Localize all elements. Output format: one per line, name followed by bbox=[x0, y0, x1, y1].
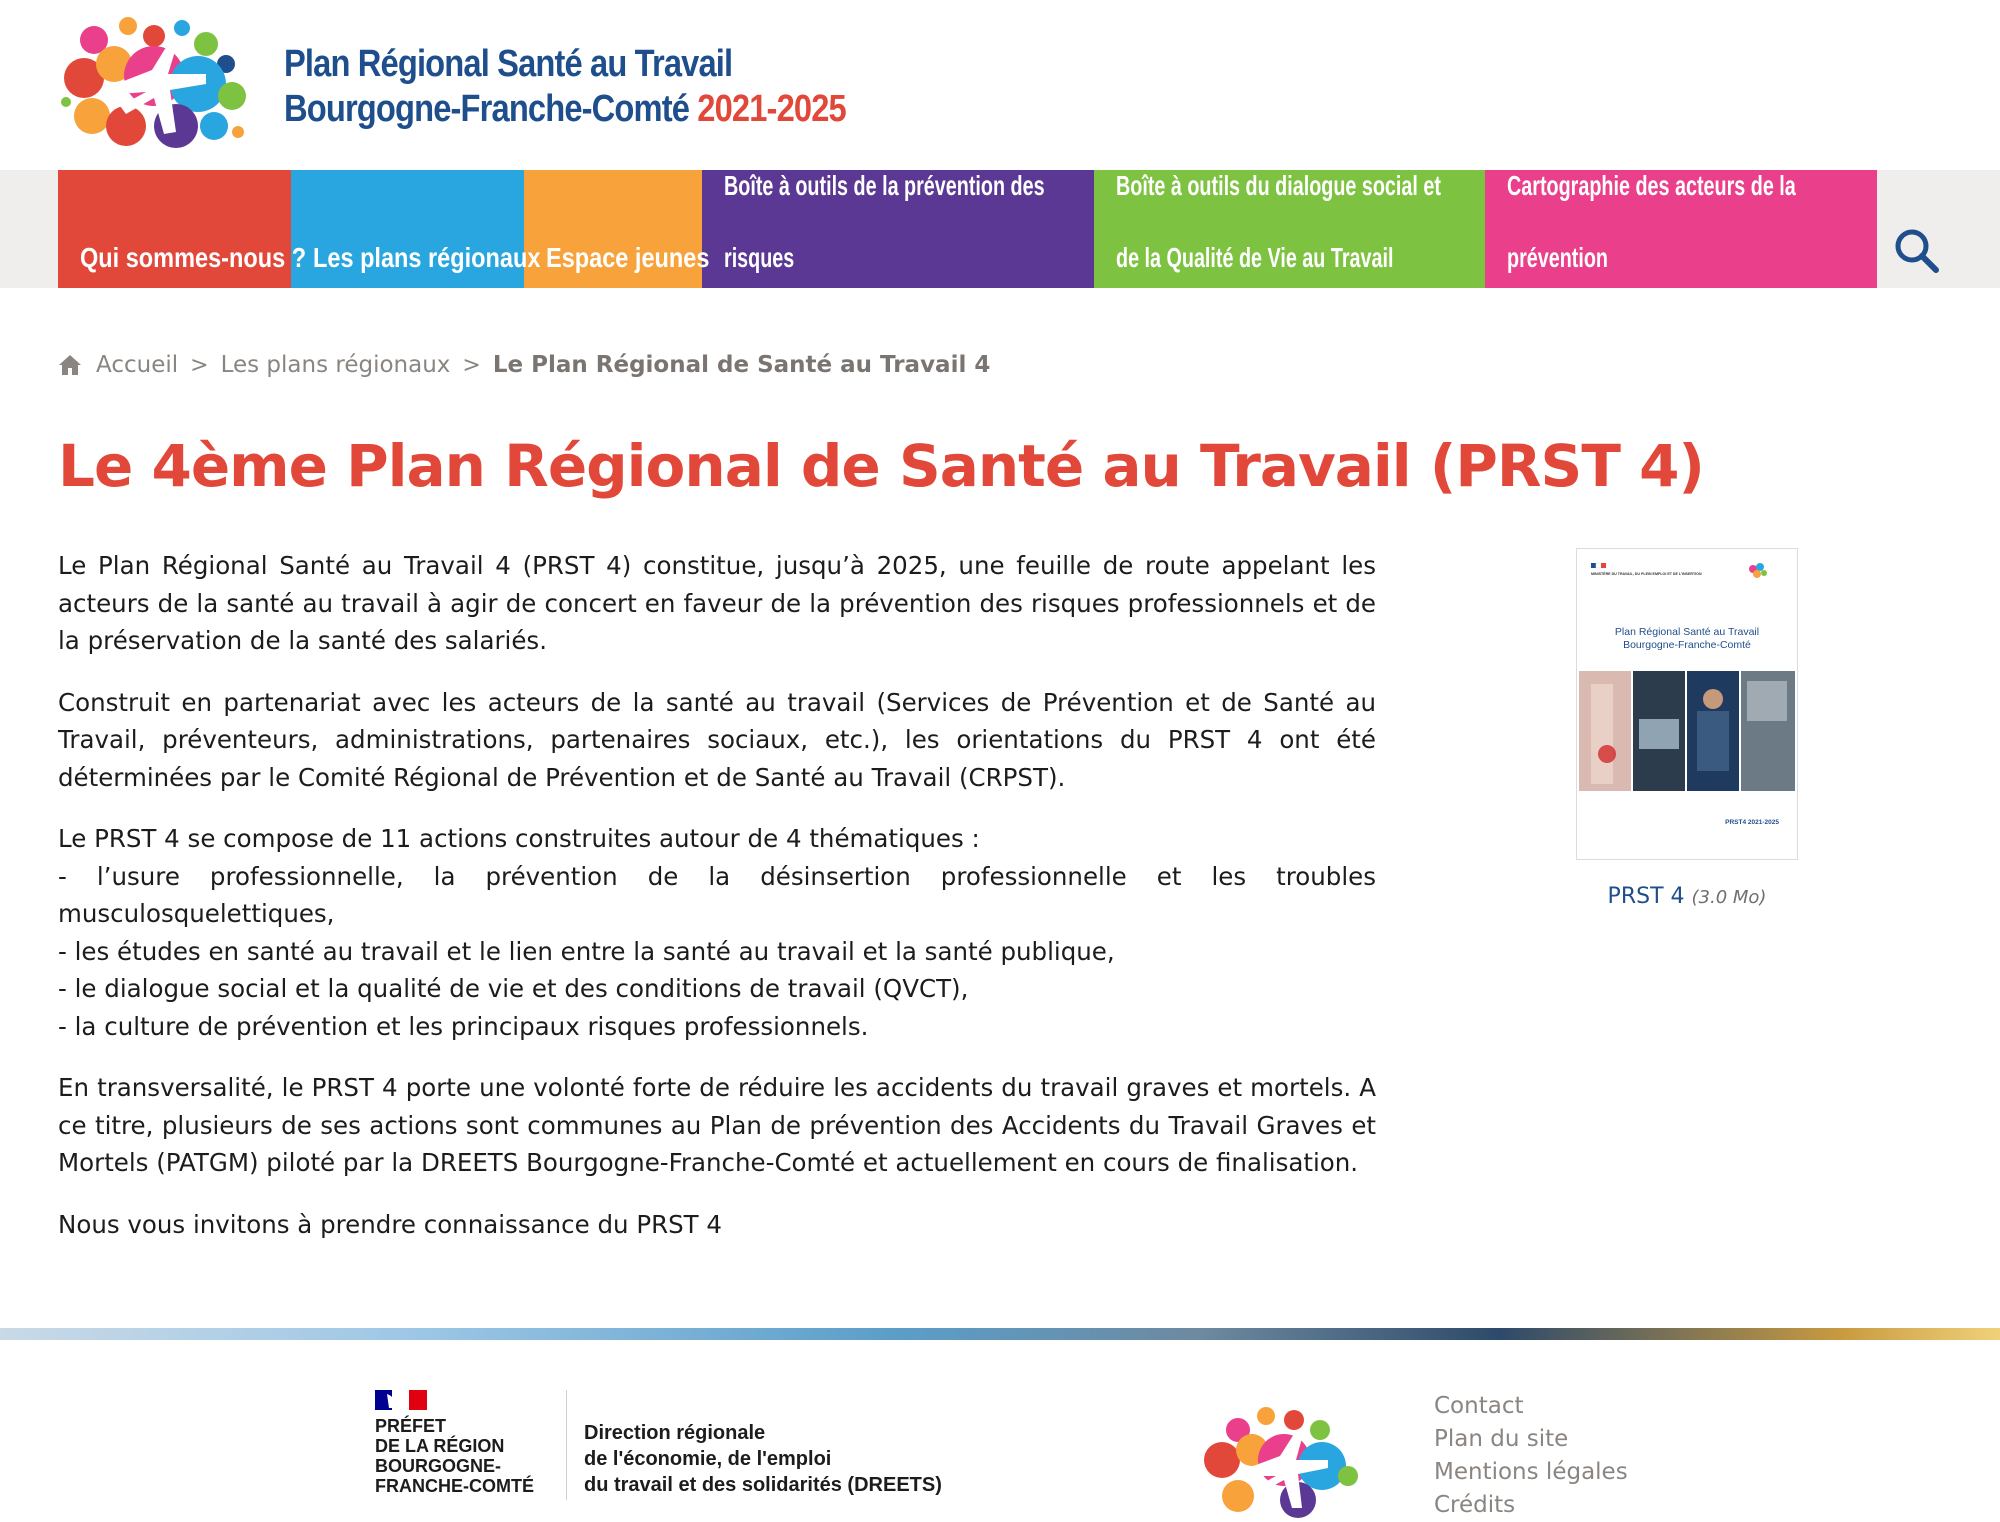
thematic-item: - les études en santé au travail et le lien entre la santé au travail et la santé publique, bbox=[58, 936, 1115, 966]
main-content bbox=[58, 547, 1376, 1267]
footer-link-plan-du-site[interactable]: Plan du site bbox=[1434, 1426, 1569, 1452]
prst-logo-icon[interactable] bbox=[56, 14, 248, 156]
breadcrumb-plans-regionaux[interactable]: Les plans régionaux bbox=[220, 352, 451, 378]
breadcrumb bbox=[58, 352, 990, 378]
prst-footer-logo-icon[interactable] bbox=[1198, 1400, 1358, 1510]
paragraph-partnership: Construit en partenariat avec les acteurs de la santé au travail (Services de Prévention et de Santé au Travail, préventeurs, administrations, partenaires sociaux, etc.), les orientations du PRST 4 ont été déterminées par le Comité Régional de Prévention et de Santé au Travail (CRPST). bbox=[58, 687, 1376, 792]
document-size: (3.0 Mo) bbox=[1691, 887, 1767, 908]
footer-link-credits[interactable]: Crédits bbox=[1434, 1492, 1516, 1518]
dreets-label: Direction régionale de l'économie, de l'emploi du travail et des solidarités (DREETS) bbox=[584, 1422, 942, 1496]
search-icon[interactable] bbox=[1892, 226, 1940, 274]
prst4-download-link[interactable]: PRST 4 bbox=[1607, 884, 1685, 909]
marianne-flag-icon bbox=[375, 1390, 427, 1410]
page-title: Le 4ème Plan Régional de Santé au Travail (PRST 4) bbox=[58, 432, 1704, 500]
site-title-line1: Plan Régional Santé au Travail bbox=[284, 43, 733, 85]
footer-links bbox=[1434, 1390, 1628, 1522]
thematic-item: - le dialogue social et la qualité de vie et des conditions de travail (QVCT), bbox=[58, 974, 969, 1003]
thematics-intro: Le PRST 4 se compose de 11 actions construites autour de 4 thématiques : bbox=[58, 824, 980, 853]
breadcrumb-home[interactable]: Accueil bbox=[96, 352, 179, 378]
paragraph-thematics bbox=[58, 820, 1376, 1045]
prst4-document-thumbnail[interactable] bbox=[1576, 548, 1798, 860]
thematic-item: - la culture de prévention et les principaux risques professionnels. bbox=[58, 1011, 869, 1041]
breadcrumb-separator: > bbox=[190, 352, 209, 378]
footer-image-band bbox=[0, 1328, 2000, 1340]
nav-item-qui-sommes-nous[interactable]: Qui sommes-nous ? bbox=[58, 170, 291, 288]
nav-item-cartographie[interactable]: Cartographie des acteurs de la prévention bbox=[1485, 170, 1877, 288]
footer-link-mentions-legales[interactable]: Mentions légales bbox=[1434, 1459, 1628, 1485]
main-nav bbox=[58, 170, 1877, 288]
paragraph-intro: Le Plan Régional Santé au Travail 4 (PRST 4) constitue, jusqu’à 2025, une feuille de route appelant les acteurs de la santé au travail à agir de concert en faveur de la prévention des risques professionnels et de la préservation de la santé des salariés. bbox=[58, 551, 1376, 655]
footer-divider bbox=[566, 1390, 567, 1500]
site-footer bbox=[0, 1340, 2000, 1500]
document-cover-image bbox=[1577, 549, 1797, 859]
breadcrumb-separator: > bbox=[462, 352, 481, 378]
cover-footer: PRST4 2021-2025 bbox=[1725, 819, 1779, 826]
nav-item-plans-regionaux[interactable]: Les plans régionaux bbox=[291, 170, 524, 288]
breadcrumb-current: Le Plan Régional de Santé au Travail 4 bbox=[492, 352, 991, 378]
paragraph-invitation: Nous vous invitons à prendre connaissance du PRST 4 bbox=[58, 1209, 723, 1239]
site-title-years: 2021-2025 bbox=[697, 88, 846, 130]
thematic-item: - l’usure professionnelle, la prévention de la désinsertion professionnelle et les troubles musculosquelettiques, bbox=[58, 861, 1376, 928]
site-title-line2: Bourgogne-Franche-Comté bbox=[284, 88, 690, 130]
nav-item-boite-prevention[interactable]: Boîte à outils de la prévention des risques bbox=[702, 170, 1094, 288]
cover-title-line1: Plan Régional Santé au Travail bbox=[1614, 626, 1760, 638]
paragraph-transversality: En transversalité, le PRST 4 porte une volonté forte de réduire les accidents du travail graves et mortels. A ce titre, plusieurs de ses actions sont communes au Plan de prévention des Accidents du Travail Graves et Mortels (PATGM) piloté par la DREETS Bourgogne-Franche-Comté et actuellement en cours de finalisation. bbox=[58, 1073, 1376, 1177]
footer-link-contact[interactable]: Contact bbox=[1434, 1393, 1524, 1419]
nav-item-boite-dialogue-social[interactable]: Boîte à outils du dialogue social et de la Qualité de Vie au Travail bbox=[1094, 170, 1485, 288]
nav-item-espace-jeunes[interactable]: Espace jeunes bbox=[524, 170, 702, 288]
cover-ministry: MINISTÈRE DU TRAVAIL, DU PLEIN EMPLOI ET DE L'INSERTION bbox=[1591, 572, 1702, 576]
home-icon[interactable] bbox=[58, 354, 82, 376]
site-title[interactable] bbox=[284, 42, 846, 132]
prefet-label: PRÉFET DE LA RÉGION BOURGOGNE- FRANCHE-COMTÉ bbox=[375, 1416, 534, 1496]
cover-title-line2: Bourgogne-Franche-Comté bbox=[1623, 639, 1751, 651]
document-caption bbox=[1576, 884, 1798, 909]
site-header bbox=[0, 0, 2000, 170]
